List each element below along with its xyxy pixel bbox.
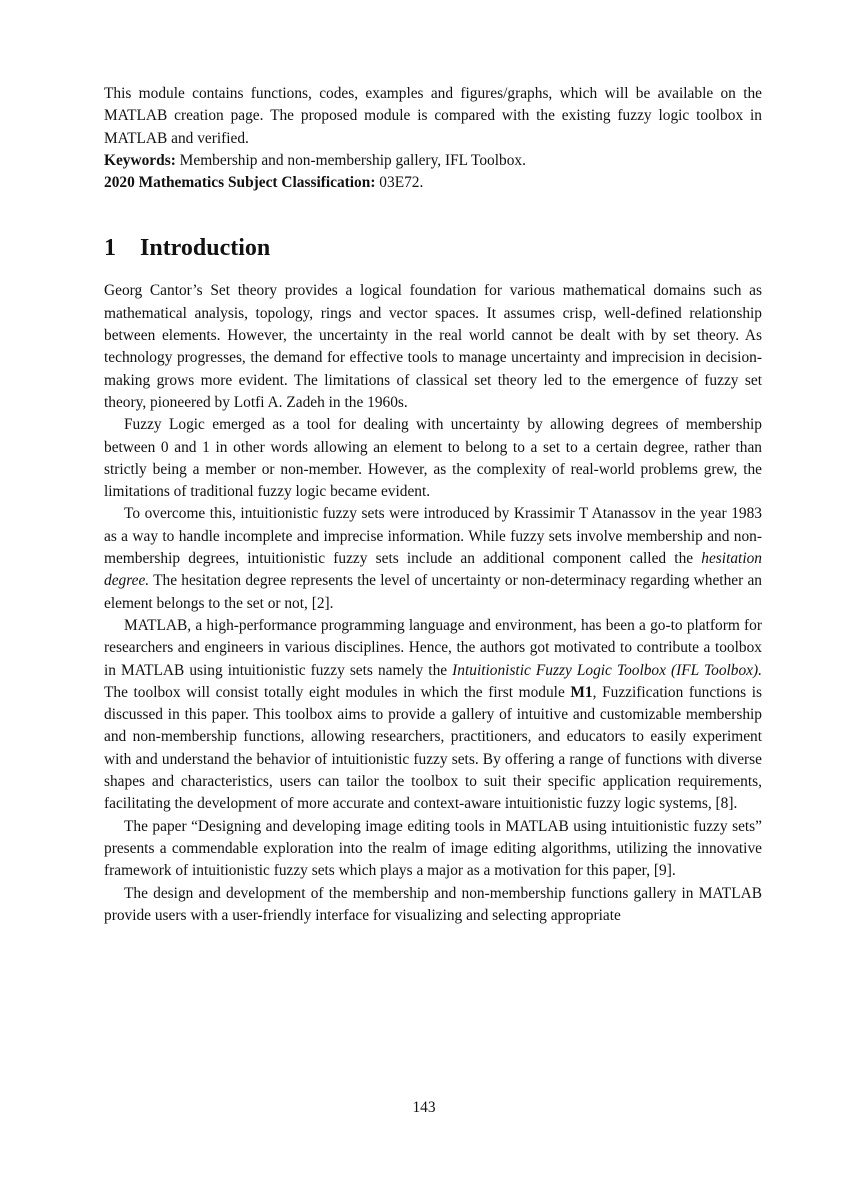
keywords-line [104,150,762,172]
msc-label: 2020 Mathematics Subject Classification: [104,174,376,192]
msc-line [104,172,762,194]
paragraph-3-text-b: The hesitation degree represents the level of uncertainty or non-determinacy regarding whether an element belongs to the set or not, [2]. [104,572,762,612]
paragraph-5: The paper “Designing and developing image editing tools in MATLAB using intuitionistic fuzzy sets” presents a commendable exploration into the realm of image editing algorithms, utilizing the innovative framework of intuitionistic fuzzy sets which plays a major as a motivation for this paper, [9]. [104,817,762,880]
page-number: 143 [412,1099,436,1116]
toolbox-name: Intuitionistic Fuzzy Logic Toolbox (IFL Toolbox). [452,661,762,679]
abstract-tail: This module contains functions, codes, examples and figures/graphs, which will be available on the MATLAB creation page. The proposed module is compared with the existing fuzzy logic toolbox in MATLAB and verified. [104,85,762,147]
section-heading [104,234,762,262]
keywords-label: Keywords: [104,151,176,169]
msc-value: 03E72. [375,174,424,192]
section-title: Introduction [140,235,271,262]
keywords-value: Membership and non-membership gallery, IFL Toolbox. [175,151,526,169]
paragraph-6: The design and development of the membership and non-membership functions gallery in MATLAB provide users with a user-friendly interface for visualizing and selecting appropriate [104,884,762,924]
paragraph-4 [104,615,762,816]
paragraph-4-text-b: The toolbox will consist totally eight modules in which the first module [104,683,571,701]
paragraph-1: Georg Cantor’s Set theory provides a logical foundation for various mathematical domains such as mathematical analysis, topology, rings and vector spaces. It assumes crisp, well-defined relationship between elements. However, the uncertainty in the real world cannot be dealt with by set theory. As technology progresses, the demand for effective tools to manage uncertainty and imprecision in decision-making grows more evident. The limitations of classical set theory led to the emergence of fuzzy set theory, pioneered by Lotfi A. Zadeh in the 1960s. [104,282,762,411]
hesitation-degree-term: hesitation degree. [104,550,762,590]
paragraph-2: Fuzzy Logic emerged as a tool for dealing with uncertainty by allowing degrees of membership between 0 and 1 in other words allowing an element to belong to a set to a certain degree, rather than strictly being a member or non-member. However, as the complexity of real-world problems grew, the limitations of traditional fuzzy logic became evident. [104,416,762,501]
paragraph-3 [104,503,762,614]
module-label: M1 [570,683,593,701]
section-number: 1 [104,235,116,262]
paragraph-4-text-a: MATLAB, a high-performance programming language and environment, has been a go-to platform for researchers and engineers in various disciplines. Hence, the authors got motivated to contribute a toolbox in MATLAB using intuitionistic fuzzy sets namely the [104,616,762,679]
paragraph-4-text-c: , Fuzzification functions is discussed in this paper. This toolbox aims to provide a gallery of intuitive and customizable membership and non-membership functions, allowing researchers, practitioners, and educators to easily experiment with and understand the behavior of intuitionistic fuzzy sets. By offering a range of functions with diverse shapes and characteristics, users can tailor the toolbox to suit their specific application requirements, facilitating the development of more accurate and context-aware intuitionistic fuzzy logic systems, [8]. [104,683,762,813]
paragraph-3-text-a: To overcome this, intuitionistic fuzzy sets were introduced by Krassimir T Atanassov in the year 1983 as a way to handle incomplete and imprecise information. While fuzzy sets involve membership and non-membership degrees, intuitionistic fuzzy sets include an additional component called the [104,505,762,568]
page-body [104,83,762,927]
